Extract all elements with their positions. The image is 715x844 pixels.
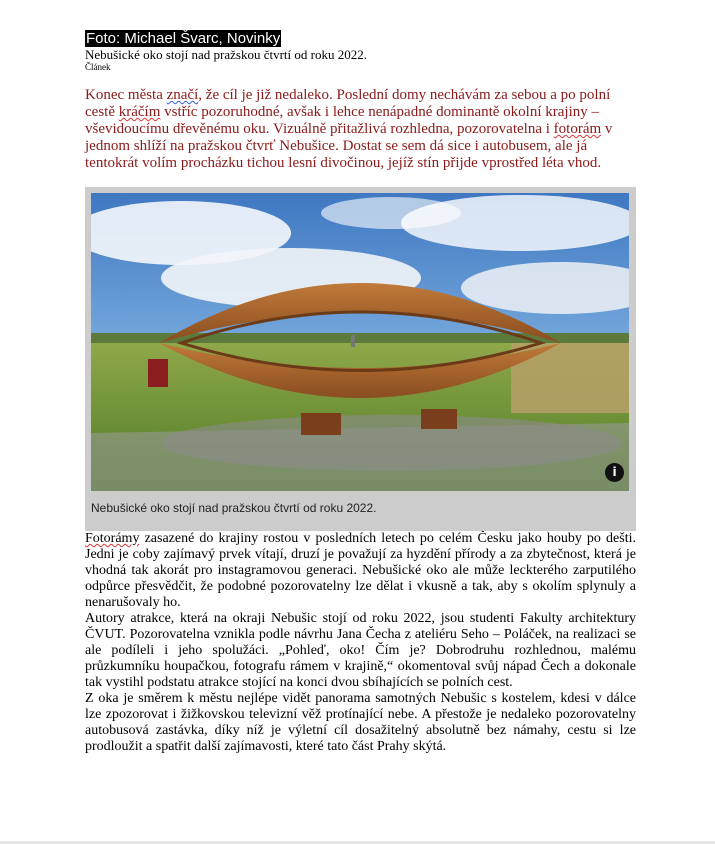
lead-text: Konec města [85,87,167,103]
photo-credit: Foto: Michael Švarc, Novinky [86,30,281,47]
eye-sculpture-photo[interactable] [91,193,629,491]
lead-text: vstříc pozoruhodné, avšak i lehce nenápadné dominantě okolní krajiny – vševidoucímu dřevěnému oku. Vizuálně přitažlivá rozhledna, pozorovatelna i [85,104,600,137]
body-paragraph: Z oka je směrem k městu nejlépe vidět panorama samotných Nebušic s kostelem, kdesi v dálce lze zpozorovat i žižkovskou televizní věž protínající nebe. A přestože je nedaleko pozorovatelny autobusová zastávka, díky níž je výletní cíl dosažitelný absolutně bez námahy, cestu si lze prodloužit a spatřit další zajímavosti, které tato část Prahy skýtá. [85,691,636,754]
body-paragraph: Autory atrakce, která na okraji Nebušic stojí od roku 2022, jsou studenti Fakulty architektury ČVUT. Pozorovatelna vznikla podle návrhu Jana Čecha z ateliéru Seho – Poláček, na realizaci se ale podíleli i jeho spolužáci. „Pohleď, oko! Čím je? Dobrodruhu rozhlednou, malému průzkumníku houpačkou, fotografu rámem v krajině,“ okomentoval svůj nápad Čech a dokonale tak vystihl podstatu atrakce stojící na konci dvou sbíhajících se polních cest. [85,611,636,690]
lead-paragraph [85,87,636,172]
article-label: Článek [85,62,111,72]
info-icon[interactable]: i [605,463,624,482]
article-subtitle: Nebušické oko stojí nad pražskou čtvrtí od roku 2022. [85,47,367,62]
article-figure [85,187,636,531]
grammar-flag-word[interactable]: značí [166,87,199,103]
lead-text: , že cíl je již nedaleko. Poslední domy nechávám za sebou a po polní cestě [85,87,611,120]
spelling-flag-word[interactable]: fotorám [553,121,602,137]
article-body [85,531,636,755]
body-text: zasazené do krajiny rostou v posledních letech po celém Česku jako houby po dešti. Jedni je coby zajímavý prvek vítají, druzí je považují za hyzdění přírody a za zbytečnost, která je vhodná tak akorát pro instagramovou generaci. Nebušické oko ale může leckterého zarputilého odpůrce přesvědčit, že podobné pozorovatelny lze dělat i vkusně a tak, aby s okolím splynuly a nenarušovaly ho. [85,531,636,610]
lead-text: v jednom shlíží na pražskou čtvrť Nebušice. Dostat se sem dá sice i autobusem, ale já tentokrát volím procházku tichou lesní divočinou, jejíž stín přijde vprostřed léta vhod. [85,121,613,171]
article [85,28,636,755]
spelling-flag-word[interactable]: kráčím [118,104,161,120]
spelling-flag-word[interactable]: Fotorámy [85,531,140,546]
body-paragraph [85,531,636,611]
figure-caption: Nebušické oko stojí nad pražskou čtvrtí od roku 2022. [91,501,377,515]
